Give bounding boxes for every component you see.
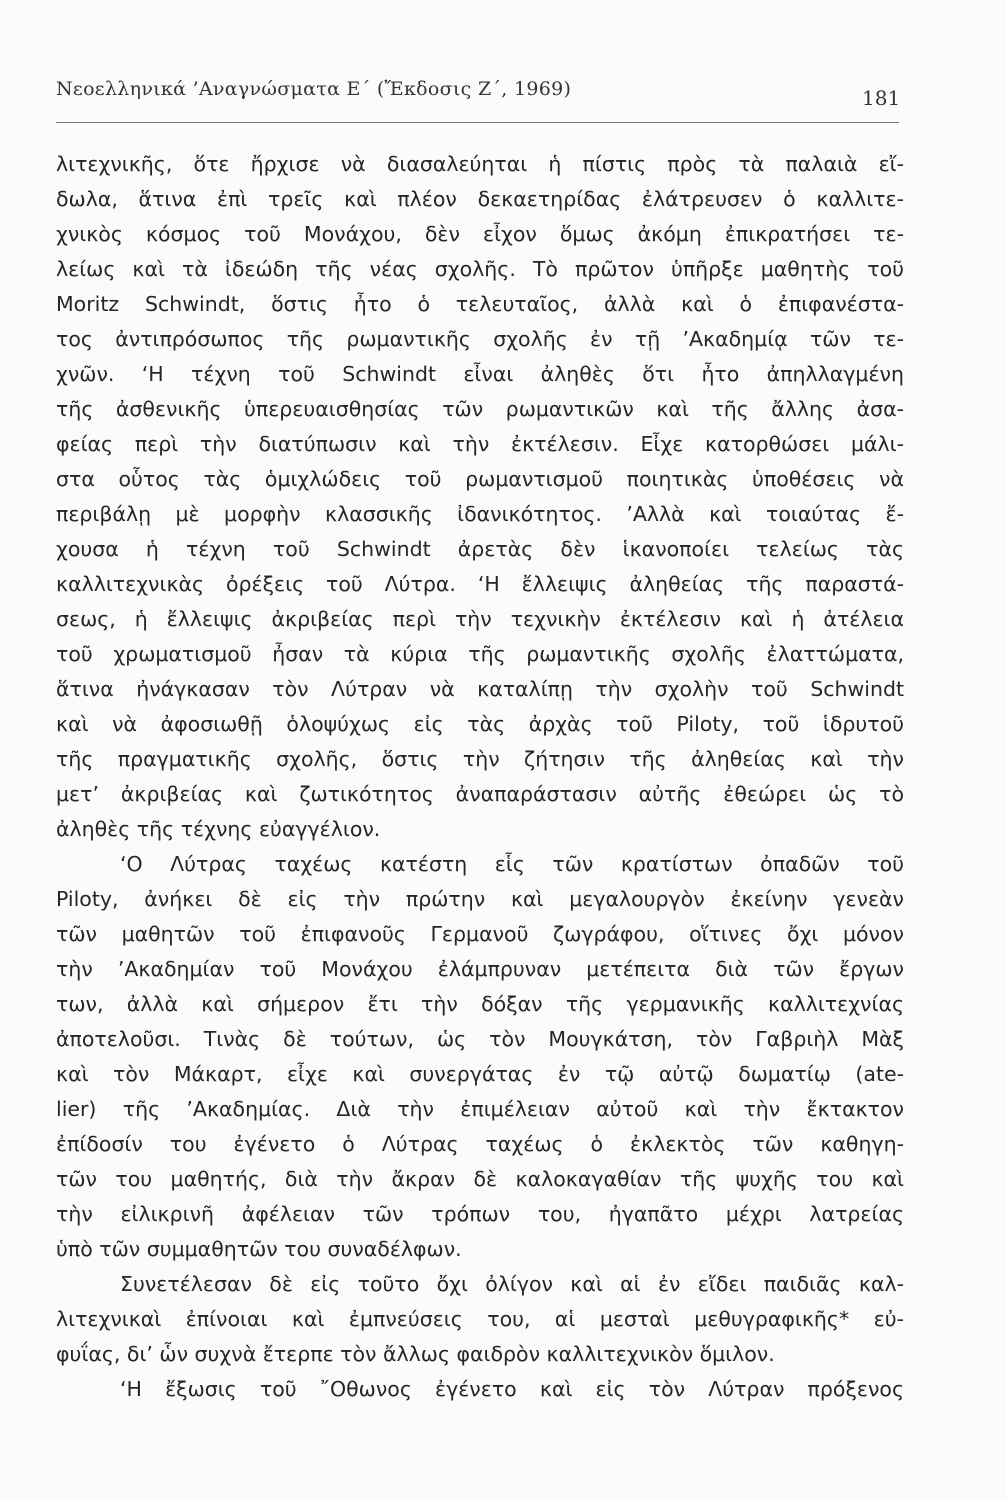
- text-line: lier) τῆς ’Ακαδημίας. Διὰ τὴν ἐπιμέλειαν αὐτοῦ καὶ τὴν ἔκτακτον: [56, 1097, 904, 1121]
- paragraph-end-line: ἀληθὲς τῆς τέχνης εὐαγγέλιον.: [56, 817, 381, 841]
- text-line: περιβάλῃ μὲ μορφὴν κλασσικῆς ἰδανικότητος. ’Αλλὰ καὶ τοιαύτας ἔ-: [56, 502, 904, 526]
- text-line: τῶν του μαθητής, διὰ τὴν ἄκραν δὲ καλοκαγαθίαν τῆς ψυχῆς του καὶ: [56, 1167, 904, 1191]
- text-line: στα οὗτος τὰς ὁμιχλώδεις τοῦ ρωμαντισμοῦ ποιητικὰς ὑποθέσεις νὰ: [56, 467, 904, 491]
- text-line: Moritz Schwindt, ὅστις ἦτο ὁ τελευταῖος, ἀλλὰ καὶ ὁ ἐπιφανέστα-: [56, 292, 904, 316]
- text-line: τῆς πραγματικῆς σχολῆς, ὅστις τὴν ζήτησιν τῆς ἀληθείας καὶ τὴν: [56, 747, 904, 771]
- text-line: χουσα ἡ τέχνη τοῦ Schwindt ἀρετὰς δὲν ἱκανοποίει τελείως τὰς: [56, 537, 904, 561]
- text-line: τὴν εἰλικρινῆ ἀφέλειαν τῶν τρόπων του, ἠγαπᾶτο μέχρι λατρείας: [56, 1202, 904, 1226]
- page-number: 181: [862, 86, 901, 110]
- text-line: δωλα, ἅτινα ἐπὶ τρεῖς καὶ πλέον δεκαετηρίδας ἐλάτρευσεν ὁ καλλιτε-: [56, 187, 904, 211]
- paragraph-start-line: ‘Η ἔξωσις τοῦ ῎Οθωνος ἐγένετο καὶ εἰς τὸν Λύτραν πρόξενος: [120, 1377, 904, 1401]
- text-line: των, ἀλλὰ καὶ σήμερον ἔτι τὴν δόξαν τῆς γερμανικῆς καλλιτεχνίας: [56, 992, 904, 1016]
- paragraph-start-line: Συνετέλεσαν δὲ εἰς τοῦτο ὄχι ὀλίγον καὶ αἱ ἐν εἴδει παιδιᾶς καλ-: [120, 1272, 904, 1296]
- text-line: μετ’ ἀκριβείας καὶ ζωτικότητος ἀναπαράστασιν αὐτῆς ἐθεώρει ὡς τὸ: [56, 782, 904, 806]
- paragraph-end-line: ὑπὸ τῶν συμμαθητῶν του συναδέλφων.: [56, 1237, 462, 1261]
- text-line: τῶν μαθητῶν τοῦ ἐπιφανοῦς Γερμανοῦ ζωγράφου, οἵτινες ὄχι μόνον: [56, 922, 904, 946]
- text-line: Piloty, ἀνήκει δὲ εἰς τὴν πρώτην καὶ μεγαλουργὸν ἐκείνην γενεὰν: [56, 887, 904, 911]
- text-line: τῆς ἀσθενικῆς ὑπερευαισθησίας τῶν ρωμαντικῶν καὶ τῆς ἄλλης ἀσα-: [56, 397, 904, 421]
- text-line: ἀποτελοῦσι. Τινὰς δὲ τούτων, ὡς τὸν Μουγκάτση, τὸν Γαβριὴλ Μὰξ: [56, 1027, 904, 1051]
- text-line: τος ἀντιπρόσωπος τῆς ρωμαντικῆς σχολῆς ἐν τῇ ’Ακαδημίᾳ τῶν τε-: [56, 327, 904, 351]
- text-line: χνικὸς κόσμος τοῦ Μονάχου, δὲν εἶχον ὅμως ἀκόμη ἐπικρατήσει τε-: [56, 222, 904, 246]
- text-line: λιτεχνικαὶ ἐπίνοιαι καὶ ἐμπνεύσεις του, αἱ μεσταὶ μεθυγραφικῆς* εὐ-: [56, 1307, 904, 1331]
- text-line: καὶ νὰ ἀφοσιωθῇ ὁλοψύχως εἰς τὰς ἀρχὰς τοῦ Piloty, τοῦ ἱδρυτοῦ: [56, 712, 904, 736]
- text-line: λιτεχνικῆς, ὅτε ἤρχισε νὰ διασαλεύηται ἡ πίστις πρὸς τὰ παλαιὰ εἴ-: [56, 152, 904, 176]
- text-line: φείας περὶ τὴν διατύπωσιν καὶ τὴν ἐκτέλεσιν. Εἶχε κατορθώσει μάλι-: [56, 432, 904, 456]
- header-rule: [56, 122, 899, 123]
- text-line: ἐπίδοσίν του ἐγένετο ὁ Λύτρας ταχέως ὁ ἐκλεκτὸς τῶν καθηγη-: [56, 1132, 904, 1156]
- text-line: σεως, ἡ ἔλλειψις ἀκριβείας περὶ τὴν τεχνικὴν ἐκτέλεσιν καὶ ἡ ἀτέλεια: [56, 607, 904, 631]
- running-header: Νεοελληνικά ’Αναγνώσματα Ε΄ (Ἔκδοσις Ζ΄, 1969): [56, 78, 572, 100]
- body-text: [56, 147, 904, 1407]
- text-line: καλλιτεχνικὰς ὀρέξεις τοῦ Λύτρα. ‘Η ἔλλειψις ἀληθείας τῆς παραστά-: [56, 572, 904, 596]
- paragraph-end-line: φυΐας, δι’ ὧν συχνὰ ἔτερπε τὸν ἄλλως φαιδρὸν καλλιτεχνικὸν ὅμιλον.: [56, 1342, 775, 1366]
- text-line: τὴν ’Ακαδημίαν τοῦ Μονάχου ἐλάμπρυναν μετέπειτα διὰ τῶν ἔργων: [56, 957, 904, 981]
- text-line: λείως καὶ τὰ ἰδεώδη τῆς νέας σχολῆς. Τὸ πρῶτον ὑπῆρξε μαθητὴς τοῦ: [56, 257, 904, 281]
- text-line: ἅτινα ἠνάγκασαν τὸν Λύτραν νὰ καταλίπῃ τὴν σχολὴν τοῦ Schwindt: [56, 677, 904, 701]
- text-line: χνῶν. ‘Η τέχνη τοῦ Schwindt εἶναι ἀληθὲς ὅτι ἦτο ἀπηλλαγμένη: [56, 362, 904, 386]
- text-line: τοῦ χρωματισμοῦ ἦσαν τὰ κύρια τῆς ρωμαντικῆς σχολῆς ἐλαττώματα,: [56, 642, 904, 666]
- text-line: καὶ τὸν Μάκαρτ, εἶχε καὶ συνεργάτας ἐν τῷ αὐτῷ δωματίῳ (ate-: [56, 1062, 904, 1086]
- paragraph-start-line: ‘Ο Λύτρας ταχέως κατέστη εἷς τῶν κρατίστων ὀπαδῶν τοῦ: [120, 852, 904, 876]
